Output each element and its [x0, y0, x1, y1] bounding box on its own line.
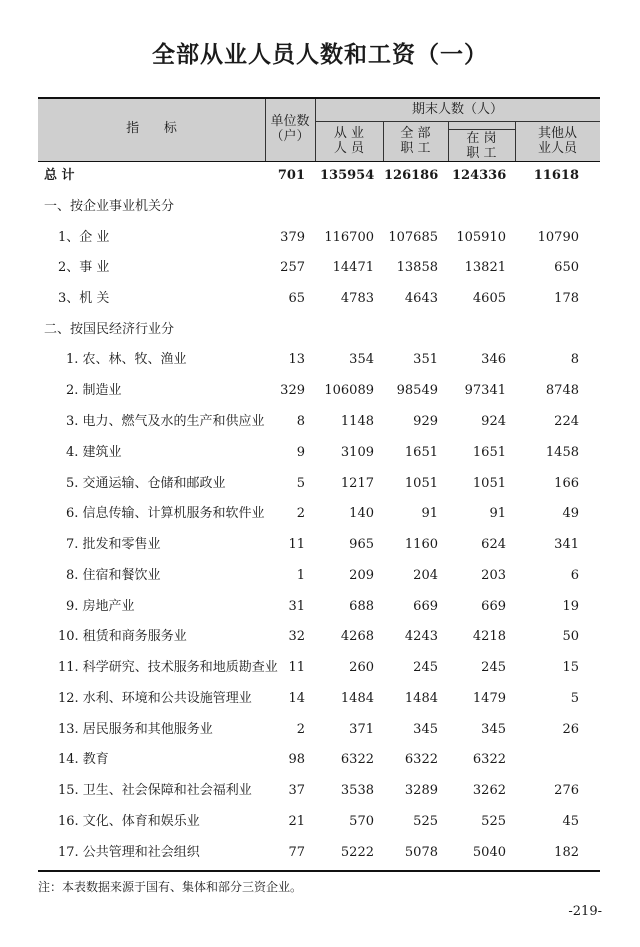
- row-label: 总 计: [44, 168, 75, 183]
- cell-staff: 6322: [404, 752, 438, 767]
- cell-staff: 669: [413, 599, 438, 614]
- cell-units: 9: [296, 445, 305, 460]
- cell-staff: 4643: [404, 291, 438, 306]
- cell-staff: 107685: [388, 230, 438, 245]
- cell-staff: 3289: [404, 783, 438, 798]
- cell-other: 5: [570, 691, 579, 706]
- header-employed: 从 业 人 员: [333, 126, 365, 156]
- section-heading: [0, 197, 640, 217]
- row-label: 3、机 关: [58, 291, 110, 306]
- cell-other: 50: [562, 629, 579, 644]
- header-subrule: [315, 121, 600, 122]
- row-label: 15. 卫生、社会保障和社会福利业: [58, 783, 252, 798]
- row-label: 16. 文化、体育和娱乐业: [58, 814, 200, 829]
- row-label: 17. 公共管理和社会组织: [58, 845, 200, 860]
- table-row: [0, 535, 640, 555]
- cell-units: 11: [288, 660, 305, 675]
- cell-units: 379: [280, 230, 305, 245]
- header-on-post: 在 岗 职 工: [466, 131, 497, 161]
- cell-staff: 98549: [396, 383, 438, 398]
- table-row: [0, 381, 640, 401]
- header-indicator: 指 标: [126, 121, 177, 136]
- cell-employed: 965: [349, 537, 374, 552]
- row-label: 9. 房地产业: [66, 599, 135, 614]
- cell-other: 178: [554, 291, 579, 306]
- table-row: [0, 258, 640, 278]
- cell-employed: 209: [349, 568, 374, 583]
- cell-on-post: 91: [489, 506, 506, 521]
- cell-on-post: 105910: [456, 230, 506, 245]
- table-row-total: [0, 166, 640, 186]
- row-label: 1. 农、林、牧、渔业: [66, 352, 187, 367]
- row-label: 10. 租赁和商务服务业: [58, 629, 187, 644]
- cell-employed: 106089: [324, 383, 374, 398]
- cell-employed: 1484: [340, 691, 374, 706]
- cell-employed: 4783: [340, 291, 374, 306]
- cell-on-post: 4605: [472, 291, 506, 306]
- row-label: 3. 电力、燃气及水的生产和供应业: [66, 414, 265, 429]
- cell-on-post: 124336: [452, 168, 507, 183]
- cell-other: 11618: [533, 168, 579, 183]
- row-label: 7. 批发和零售业: [66, 537, 161, 552]
- table-row: [0, 658, 640, 678]
- cell-employed: 6322: [340, 752, 374, 767]
- cell-other: 15: [562, 660, 579, 675]
- table-row: [0, 474, 640, 494]
- cell-units: 65: [288, 291, 305, 306]
- cell-other: 19: [562, 599, 579, 614]
- cell-other: 650: [554, 260, 579, 275]
- cell-on-post: 13821: [464, 260, 506, 275]
- cell-employed: 5222: [340, 845, 374, 860]
- cell-other: 6: [570, 568, 579, 583]
- header-units: 单位数 （户）: [270, 114, 310, 144]
- cell-staff: 204: [413, 568, 438, 583]
- cell-staff: 345: [413, 722, 438, 737]
- cell-other: 182: [554, 845, 579, 860]
- row-label: 4. 建筑业: [66, 445, 122, 460]
- cell-units: 1: [296, 568, 305, 583]
- table-row: [0, 812, 640, 832]
- header-subrule: [448, 129, 515, 130]
- table-row: [0, 228, 640, 248]
- cell-on-post: 669: [481, 599, 506, 614]
- cell-staff: 1160: [404, 537, 438, 552]
- table-row: [0, 350, 640, 370]
- cell-staff: 1051: [404, 476, 438, 491]
- cell-staff: 1651: [404, 445, 438, 460]
- table-row: [0, 566, 640, 586]
- cell-units: 31: [288, 599, 305, 614]
- table-row: [0, 412, 640, 432]
- table-row: [0, 781, 640, 801]
- table-row: [0, 689, 640, 709]
- table-row: [0, 597, 640, 617]
- cell-on-post: 6322: [472, 752, 506, 767]
- table-row: [0, 443, 640, 463]
- row-label: 12. 水利、环境和公共设施管理业: [58, 691, 252, 706]
- cell-other: 224: [554, 414, 579, 429]
- cell-other: 1458: [545, 445, 579, 460]
- cell-staff: 929: [413, 414, 438, 429]
- cell-employed: 1217: [340, 476, 374, 491]
- table-row: [0, 720, 640, 740]
- cell-employed: 3538: [340, 783, 374, 798]
- table-row: [0, 750, 640, 770]
- cell-units: 98: [288, 752, 305, 767]
- row-label: 13. 居民服务和其他服务业: [58, 722, 213, 737]
- cell-on-post: 203: [481, 568, 506, 583]
- cell-staff: 126186: [384, 168, 439, 183]
- cell-other: 10790: [537, 230, 579, 245]
- cell-staff: 351: [413, 352, 438, 367]
- cell-on-post: 345: [481, 722, 506, 737]
- cell-employed: 140: [349, 506, 374, 521]
- cell-staff: 525: [413, 814, 438, 829]
- cell-employed: 688: [349, 599, 374, 614]
- cell-on-post: 3262: [472, 783, 506, 798]
- footnote: 注：本表数据来源于国有、集体和部分三资企业。: [38, 880, 303, 894]
- cell-on-post: 245: [481, 660, 506, 675]
- page-title: 全部从业人员人数和工资（一）: [152, 41, 488, 68]
- cell-units: 8: [296, 414, 305, 429]
- cell-on-post: 1051: [472, 476, 506, 491]
- cell-on-post: 924: [481, 414, 506, 429]
- table-row: [0, 289, 640, 309]
- cell-staff: 4243: [404, 629, 438, 644]
- cell-units: 21: [288, 814, 305, 829]
- cell-on-post: 1479: [472, 691, 506, 706]
- header-staff: 全 部 职 工: [400, 126, 431, 156]
- cell-other: 276: [554, 783, 579, 798]
- cell-employed: 14471: [332, 260, 374, 275]
- cell-other: 8: [570, 352, 579, 367]
- table-row: [0, 843, 640, 863]
- cell-on-post: 346: [481, 352, 506, 367]
- cell-on-post: 1651: [472, 445, 506, 460]
- cell-employed: 4268: [340, 629, 374, 644]
- cell-employed: 135954: [320, 168, 375, 183]
- cell-staff: 1484: [404, 691, 438, 706]
- cell-employed: 371: [349, 722, 374, 737]
- cell-on-post: 624: [481, 537, 506, 552]
- row-label: 2、事 业: [58, 260, 110, 275]
- cell-units: 2: [296, 506, 305, 521]
- cell-staff: 245: [413, 660, 438, 675]
- cell-units: 32: [288, 629, 305, 644]
- row-label: 14. 教育: [58, 752, 109, 767]
- cell-units: 701: [277, 168, 305, 183]
- row-label: 6. 信息传输、计算机服务和软件业: [66, 506, 265, 521]
- row-label: 8. 住宿和餐饮业: [66, 568, 161, 583]
- cell-employed: 354: [349, 352, 374, 367]
- cell-units: 329: [280, 383, 305, 398]
- cell-units: 37: [288, 783, 305, 798]
- cell-other: 45: [562, 814, 579, 829]
- section-heading: [0, 320, 640, 340]
- cell-units: 14: [288, 691, 305, 706]
- cell-units: 5: [296, 476, 305, 491]
- row-label: 1、企 业: [58, 230, 110, 245]
- cell-other: 166: [554, 476, 579, 491]
- header-other: 其他从 业人员: [537, 126, 577, 156]
- cell-employed: 116700: [324, 230, 374, 245]
- cell-other: 49: [562, 506, 579, 521]
- cell-other: 26: [562, 722, 579, 737]
- cell-employed: 1148: [340, 414, 374, 429]
- cell-staff: 13858: [396, 260, 438, 275]
- cell-units: 11: [288, 537, 305, 552]
- table-header-rule: [38, 161, 600, 162]
- cell-units: 13: [288, 352, 305, 367]
- section-title: 一、按企业事业机关分: [44, 199, 175, 214]
- cell-units: 257: [280, 260, 305, 275]
- page-number: -219-: [568, 904, 602, 919]
- cell-on-post: 5040: [472, 845, 506, 860]
- row-label: 2. 制造业: [66, 383, 122, 398]
- cell-employed: 260: [349, 660, 374, 675]
- cell-staff: 5078: [404, 845, 438, 860]
- section-title: 二、按国民经济行业分: [44, 322, 175, 337]
- cell-employed: 570: [349, 814, 374, 829]
- table-row: [0, 627, 640, 647]
- cell-staff: 91: [421, 506, 438, 521]
- cell-units: 77: [288, 845, 305, 860]
- cell-other: 8748: [545, 383, 579, 398]
- cell-units: 2: [296, 722, 305, 737]
- header-period-end: 期末人数（人）: [411, 102, 503, 117]
- table-bottom-rule: [38, 870, 600, 872]
- cell-on-post: 97341: [464, 383, 506, 398]
- cell-on-post: 4218: [472, 629, 506, 644]
- cell-employed: 3109: [340, 445, 374, 460]
- cell-other: 341: [554, 537, 579, 552]
- table-row: [0, 504, 640, 524]
- row-label: 5. 交通运输、仓储和邮政业: [66, 476, 226, 491]
- cell-on-post: 525: [481, 814, 506, 829]
- row-label: 11. 科学研究、技术服务和地质勘查业: [58, 660, 278, 675]
